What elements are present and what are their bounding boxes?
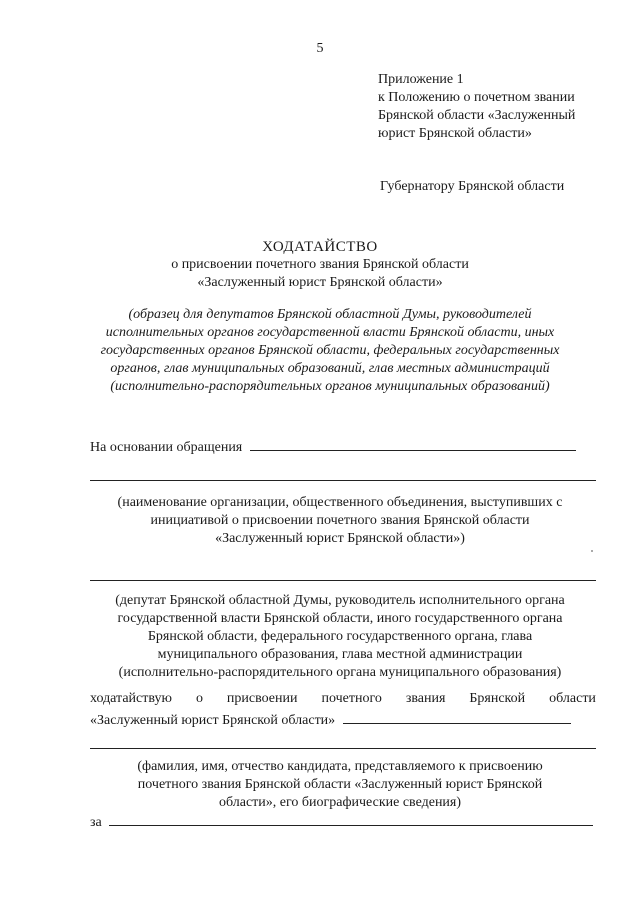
appendix-line: Приложение 1: [378, 72, 464, 87]
petition-word: о: [195, 691, 203, 706]
for-label: за: [90, 815, 102, 830]
title-subline: «Заслуженный юрист Брянской области»: [197, 275, 443, 290]
candidate-fill-line[interactable]: [343, 709, 571, 724]
addressee: Губернатору Брянской области: [380, 179, 565, 194]
for-fill-line[interactable]: [109, 811, 593, 826]
sample-note-line: (образец для депутатов Брянской областной Думы, руководителей: [128, 307, 532, 322]
petition-word: почетного: [321, 691, 382, 706]
appendix-line: юрист Брянской области»: [378, 126, 532, 141]
org-hint-line: инициативой о присвоении почетного звания Брянской области: [150, 513, 530, 528]
for-row: [90, 811, 600, 832]
basis-row: [90, 436, 600, 457]
petition-word: ходатайствую: [90, 691, 172, 706]
candidate-hint-line: (фамилия, имя, отчество кандидата, представляемого к присвоению: [137, 759, 543, 774]
org-hint-line: «Заслуженный юрист Брянской области»): [215, 531, 465, 546]
official-hint-line: (депутат Брянской областной Думы, руководитель исполнительного органа: [115, 593, 565, 608]
official-hint-line: (исполнительно-распорядительного органа муниципального образования): [118, 665, 562, 680]
fill-line[interactable]: [90, 748, 596, 749]
official-hint-line: муниципального образования, глава местной администрации: [157, 647, 523, 662]
basis-fill-line[interactable]: [250, 436, 576, 451]
official-hint: [70, 592, 610, 682]
org-hint-line: (наименование организации, общественного объединения, выступивших с: [117, 495, 563, 510]
candidate-hint-line: области», его биографические сведения): [218, 795, 462, 810]
appendix-block: [378, 71, 628, 143]
petition-word: звания: [405, 691, 446, 706]
page-number: 5: [316, 41, 324, 56]
appendix-line: Брянской области «Заслуженный: [378, 108, 576, 123]
org-hint: [70, 494, 610, 548]
title-block: [60, 238, 580, 292]
candidate-hint: [70, 758, 610, 812]
fill-line[interactable]: [90, 480, 596, 481]
petition-word: присвоении: [226, 691, 298, 706]
sample-note-line: органов, глав муниципальных образований, глав местных администраций: [110, 361, 550, 376]
petition-word: Брянской: [469, 691, 526, 706]
basis-label: На основании обращения: [90, 440, 243, 455]
award-name: «Заслуженный юрист Брянской области»: [90, 713, 336, 728]
petition-word: области: [549, 691, 596, 706]
official-hint-line: Брянской области, федерального государственного органа, глава: [147, 629, 533, 644]
official-hint-line: государственной власти Брянской области, иного государственного органа: [117, 611, 563, 626]
sample-note: [60, 306, 600, 396]
title-subline: о присвоении почетного звания Брянской области: [171, 257, 469, 272]
document-title: ХОДАТАЙСТВО: [262, 239, 378, 255]
petition-row-2: [90, 709, 600, 730]
appendix-line: к Положению о почетном звании: [378, 90, 575, 105]
sample-note-line: государственных органов Брянской области, федеральных государственных: [100, 343, 560, 358]
fill-line[interactable]: [90, 580, 596, 581]
petition-line: [90, 690, 596, 708]
sample-note-line: (исполнительно-распорядительных органов муниципальных образований): [110, 379, 550, 394]
speck: [591, 550, 593, 552]
sample-note-line: исполнительных органов государственной власти Брянской области, иных: [105, 325, 555, 340]
candidate-hint-line: почетного звания Брянской области «Заслуженный юрист Брянской: [137, 777, 543, 792]
